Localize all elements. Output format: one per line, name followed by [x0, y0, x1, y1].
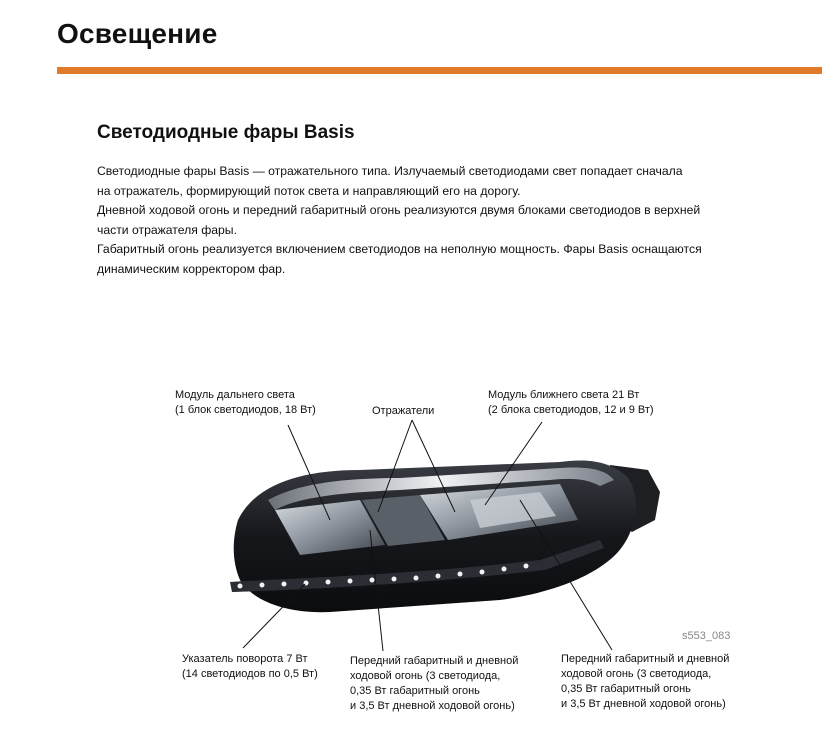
figure-id: s553_083 — [682, 630, 731, 642]
paragraph-parking: Габаритный огонь реализуется включением светодиодов на неполную мощность. Фары Basis оснащаются динамическим корректором фар. — [97, 242, 702, 276]
label-drl-right: Передний габаритный и дневной ходовой огонь (3 светодиода, 0,35 Вт габаритный огонь и 3,5 Вт дневной ходовой огонь) — [561, 653, 730, 710]
paragraph-reflector: Светодиодные фары Basis — отражательного типа. Излучаемый светодиодами свет попадает сначала на отражатель, формирующий поток света и направляющий его на дорогу. — [97, 164, 683, 198]
label-high-beam: Модуль дальнего света (1 блок светодиодов, 18 Вт) — [175, 389, 316, 416]
label-turn-signal: Указатель поворота 7 Вт (14 светодиодов по 0,5 Вт) — [182, 653, 318, 680]
paragraph-drl: Дневной ходовой огонь и передний габаритный огонь реализуются двумя блоками светодиодов в верхней части отражателя фары. — [97, 203, 701, 237]
section-title: Светодиодные фары Basis — [97, 122, 355, 143]
label-low-beam: Модуль ближнего света 21 Вт (2 блока светодиодов, 12 и 9 Вт) — [488, 389, 654, 416]
label-drl-left: Передний габаритный и дневной ходовой огонь (3 светодиода, 0,35 Вт габаритный огонь и 3,5 Вт дневной ходовой огонь) — [350, 655, 519, 712]
page-title: Освещение — [57, 18, 218, 49]
label-reflectors: Отражатели — [372, 405, 435, 417]
